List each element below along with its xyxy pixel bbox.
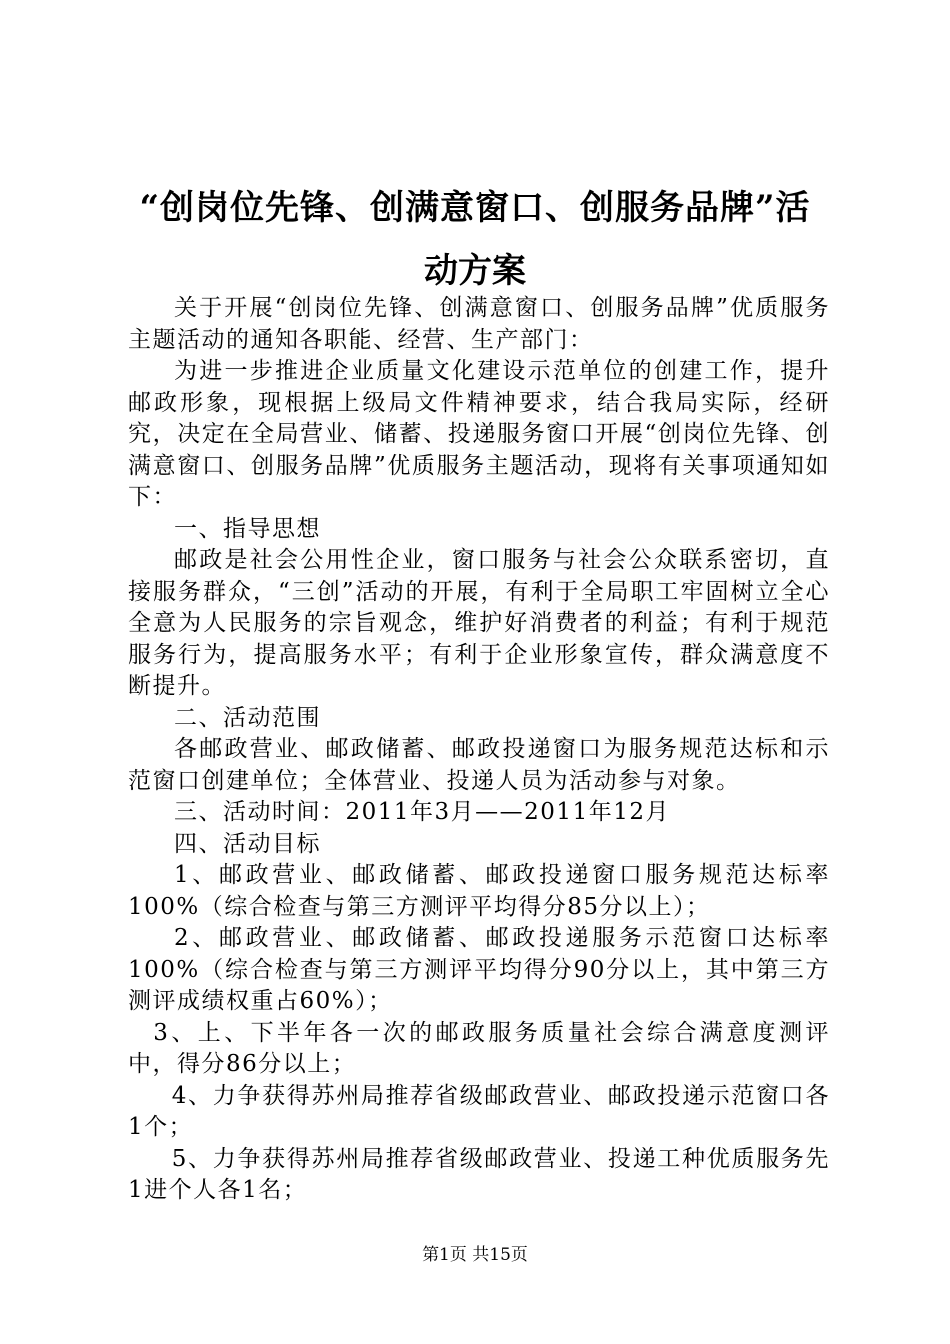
section-heading-goals: 四、活动目标 bbox=[174, 830, 321, 857]
document-body bbox=[128, 293, 830, 1207]
section-heading-scope: 二、活动范围 bbox=[174, 704, 321, 731]
paragraph-intro: 为进一步推进企业质量文化建设示范单位的创建工作，提升邮政形象，现根据上级局文件精神要求，结合我局实际，经研究，决定在全局营业、储蓄、投递服务窗口开展“创岗位先锋、创满意窗口、创服务品牌”优质服务主题活动，现将有关事项通知如下： bbox=[128, 358, 830, 510]
document-title-line-1: “创岗位先锋、创满意窗口、创服务品牌”活 bbox=[139, 188, 811, 228]
goal-item-2: 2、邮政营业、邮政储蓄、邮政投递服务示范窗口达标率100%（综合检查与第三方测评平均得分90分以上，其中第三方测评成绩权重占60%）； bbox=[128, 925, 830, 1014]
paragraph-scope: 各邮政营业、邮政储蓄、邮政投递窗口为服务规范达标和示范窗口创建单位；全体营业、投递人员为活动参与对象。 bbox=[128, 736, 830, 794]
section-heading-guiding-thought: 一、指导思想 bbox=[174, 515, 321, 542]
goal-item-5: 5、力争获得苏州局推荐省级邮政营业、投递工种优质服务先1进个人各1名； bbox=[128, 1145, 830, 1203]
document-title-line-2: 动方案 bbox=[424, 251, 526, 291]
goal-item-1: 1、邮政营业、邮政储蓄、邮政投递窗口服务规范达标率100%（综合检查与第三方测评平均得分85分以上）； bbox=[128, 862, 830, 920]
section-heading-time: 三、活动时间：2011年3月——2011年12月 bbox=[174, 799, 670, 825]
goal-item-4: 4、力争获得苏州局推荐省级邮政营业、邮政投递示范窗口各1个； bbox=[128, 1082, 830, 1140]
paragraph-notice-heading: 关于开展“创岗位先锋、创满意窗口、创服务品牌”优质服务主题活动的通知各职能、经营、生产部门： bbox=[128, 295, 830, 353]
page-number-footer: 第1页 共15页 bbox=[422, 1245, 528, 1265]
paragraph-guiding-thought: 邮政是社会公用性企业，窗口服务与社会公众联系密切，直接服务群众，“三创”活动的开展，有利于全局职工牢固树立全心全意为人民服务的宗旨观念，维护好消费者的利益；有利于规范服务行为，提高服务水平；有利于企业形象宣传，群众满意度不断提升。 bbox=[128, 547, 830, 699]
goal-item-3: 3、上、下半年各一次的邮政服务质量社会综合满意度测评中，得分86分以上； bbox=[128, 1019, 830, 1077]
